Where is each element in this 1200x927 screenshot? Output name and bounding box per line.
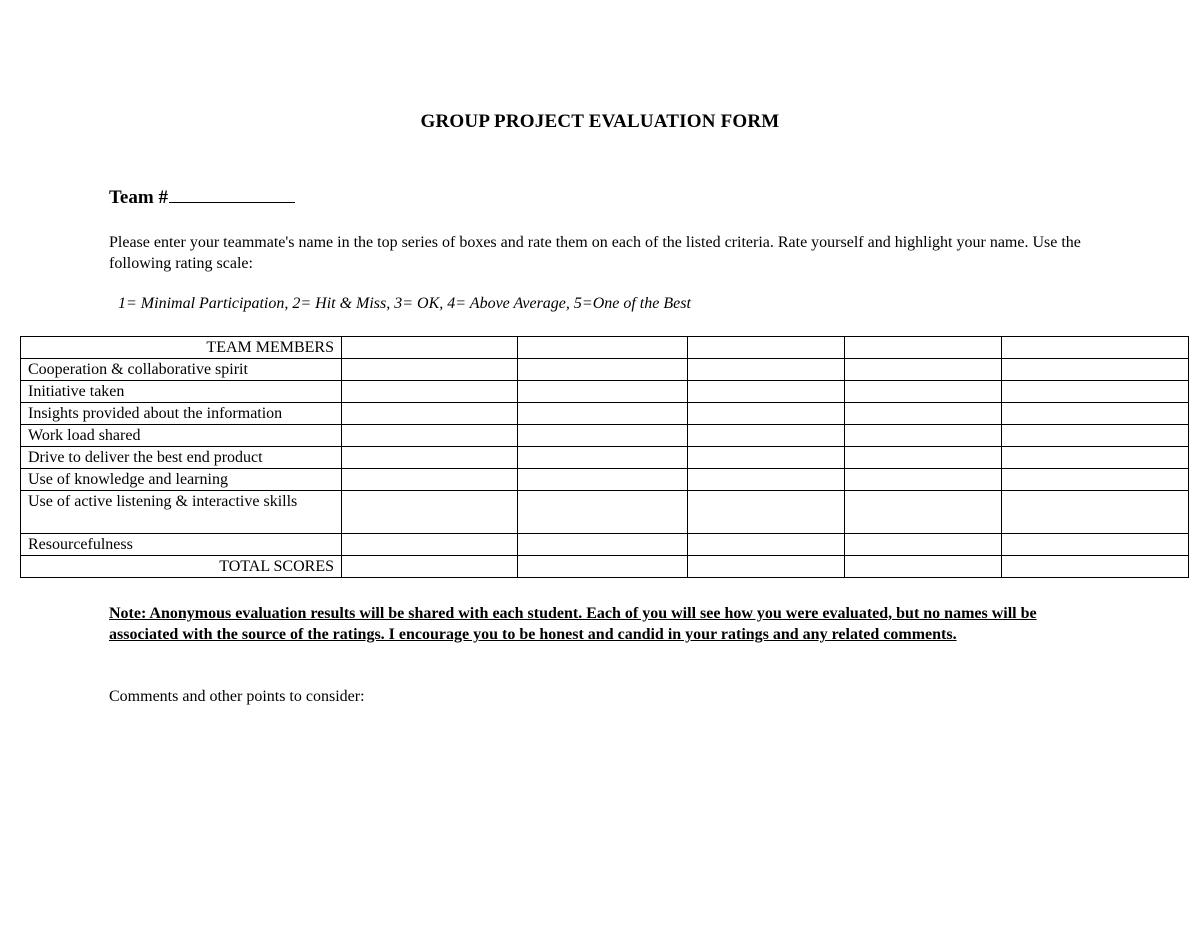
criteria-row — [21, 425, 1189, 447]
rating-cell[interactable] — [518, 381, 688, 403]
rating-cell[interactable] — [518, 403, 688, 425]
rating-cell[interactable] — [342, 425, 518, 447]
rating-cell[interactable] — [845, 425, 1002, 447]
rating-cell[interactable] — [518, 447, 688, 469]
rating-cell[interactable] — [688, 425, 845, 447]
total-score-cell[interactable] — [1002, 556, 1189, 578]
rating-cell[interactable] — [845, 447, 1002, 469]
rating-cell[interactable] — [1002, 469, 1189, 491]
criteria-label: Use of active listening & interactive skills — [21, 491, 342, 534]
criteria-label: Work load shared — [21, 425, 342, 447]
rating-cell[interactable] — [1002, 491, 1189, 534]
criteria-label: Drive to deliver the best end product — [21, 447, 342, 469]
team-label: Team # — [109, 187, 168, 208]
criteria-label: Cooperation & collaborative spirit — [21, 359, 342, 381]
member-name-cell[interactable] — [518, 337, 688, 359]
criteria-row — [21, 491, 1189, 534]
instructions-paragraph: Please enter your teammate's name in the top series of boxes and rate them on each of the listed criteria. Rate yourself and highlight your name. Use the following rating scale: — [109, 234, 1081, 272]
criteria-row — [21, 381, 1189, 403]
rating-cell[interactable] — [1002, 359, 1189, 381]
rating-cell[interactable] — [518, 359, 688, 381]
rating-cell[interactable] — [845, 491, 1002, 534]
team-members-row — [21, 337, 1189, 359]
total-score-cell[interactable] — [845, 556, 1002, 578]
total-score-cell[interactable] — [518, 556, 688, 578]
rating-cell[interactable] — [342, 534, 518, 556]
rating-cell[interactable] — [342, 469, 518, 491]
total-score-cell[interactable] — [342, 556, 518, 578]
criteria-label: Insights provided about the information — [21, 403, 342, 425]
criteria-row — [21, 447, 1189, 469]
rating-cell[interactable] — [518, 425, 688, 447]
rating-cell[interactable] — [342, 359, 518, 381]
total-score-cell[interactable] — [688, 556, 845, 578]
rating-cell[interactable] — [342, 381, 518, 403]
team-members-header: TEAM MEMBERS — [21, 337, 342, 359]
rating-cell[interactable] — [342, 447, 518, 469]
rating-cell[interactable] — [688, 534, 845, 556]
anonymity-note: Note: Anonymous evaluation results will be shared with each student. Each of you will see how you were evaluated, but no names will be associated with the source of the ratings. I encourage you to be honest and candid in your ratings and any related comments. — [109, 605, 1037, 643]
criteria-row — [21, 403, 1189, 425]
rating-cell[interactable] — [845, 359, 1002, 381]
rating-cell[interactable] — [688, 359, 845, 381]
member-name-cell[interactable] — [845, 337, 1002, 359]
total-scores-row — [21, 556, 1189, 578]
team-number-field[interactable] — [109, 184, 295, 209]
rating-cell[interactable] — [1002, 425, 1189, 447]
rating-cell[interactable] — [518, 534, 688, 556]
rating-cell[interactable] — [688, 469, 845, 491]
rating-cell[interactable] — [688, 403, 845, 425]
rating-cell[interactable] — [688, 447, 845, 469]
rating-cell[interactable] — [518, 491, 688, 534]
rating-cell[interactable] — [688, 381, 845, 403]
rating-cell[interactable] — [845, 403, 1002, 425]
member-name-cell[interactable] — [342, 337, 518, 359]
rating-cell[interactable] — [845, 381, 1002, 403]
rating-cell[interactable] — [1002, 447, 1189, 469]
rating-cell[interactable] — [342, 491, 518, 534]
total-scores-label: TOTAL SCORES — [21, 556, 342, 578]
rating-cell[interactable] — [1002, 403, 1189, 425]
member-name-cell[interactable] — [688, 337, 845, 359]
rating-cell[interactable] — [845, 534, 1002, 556]
team-number-blank[interactable] — [169, 184, 295, 203]
criteria-label: Use of knowledge and learning — [21, 469, 342, 491]
criteria-row — [21, 534, 1189, 556]
member-name-cell[interactable] — [1002, 337, 1189, 359]
rating-cell[interactable] — [845, 469, 1002, 491]
evaluation-table — [20, 336, 1189, 578]
criteria-row — [21, 469, 1189, 491]
criteria-label: Resourcefulness — [21, 534, 342, 556]
rating-cell[interactable] — [518, 469, 688, 491]
criteria-row — [21, 359, 1189, 381]
comments-label: Comments and other points to consider: — [109, 688, 365, 705]
rating-cell[interactable] — [1002, 534, 1189, 556]
criteria-label: Initiative taken — [21, 381, 342, 403]
rating-cell[interactable] — [1002, 381, 1189, 403]
rating-cell[interactable] — [688, 491, 845, 534]
rating-cell[interactable] — [342, 403, 518, 425]
rating-scale: 1= Minimal Participation, 2= Hit & Miss, 3= OK, 4= Above Average, 5=One of the Best — [118, 295, 691, 312]
page-title: GROUP PROJECT EVALUATION FORM — [420, 111, 780, 132]
